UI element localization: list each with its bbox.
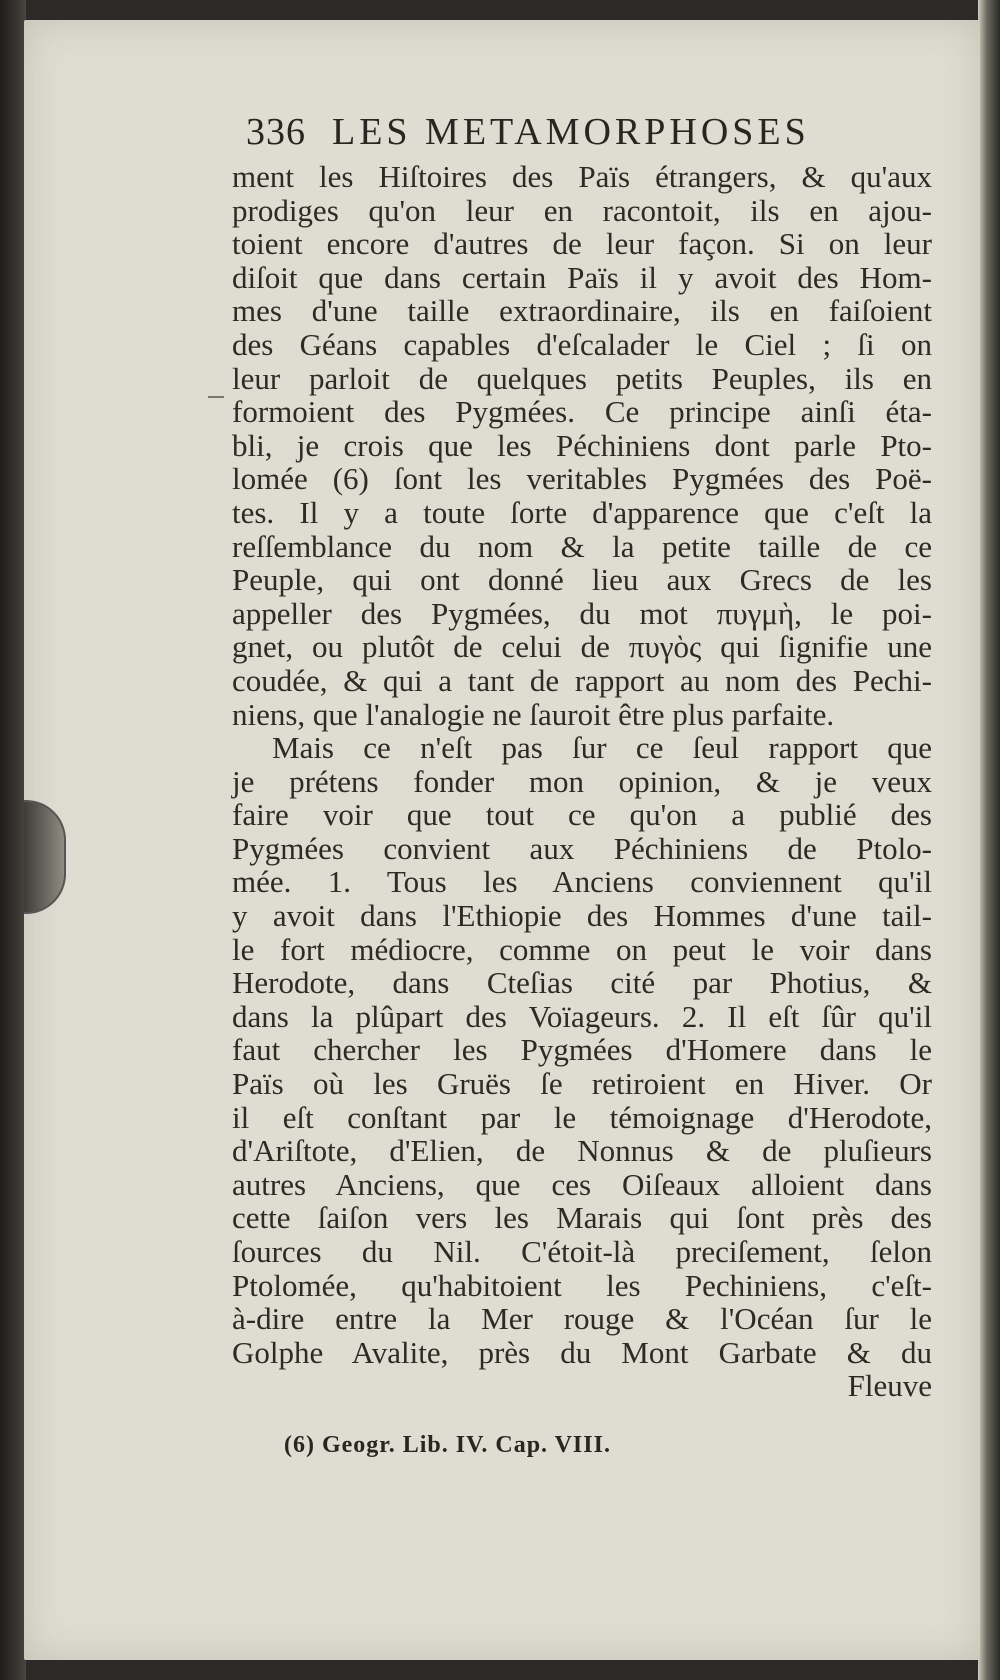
running-title: LES METAMORPHOSES — [332, 111, 810, 153]
text-line: il eſt conſtant par le témoignage d'Herodote, — [232, 1099, 932, 1135]
catchword: Fleuve — [847, 1368, 932, 1404]
text-line: prodiges qu'on leur en racontoit, ils en ajou- — [232, 192, 932, 228]
text-line: ment les Hiſtoires des Païs étrangers, & qu'aux — [232, 159, 932, 194]
text-line: ſources du Nil. C'étoit-là preciſement, ſelon — [232, 1234, 932, 1269]
text-line: Ptolomée, qu'habitoient les Pechiniens, c'eſt- — [232, 1267, 932, 1303]
text-line: toient encore d'autres de leur façon. Si on leur — [232, 226, 932, 262]
margin-mark — [208, 396, 224, 398]
text-line: à-dire entre la Mer rouge & l'Océan ſur le — [232, 1301, 932, 1337]
text-line: Mais ce n'eſt pas ſur ce ſeul rapport que — [272, 730, 932, 766]
text-line: des Géans capables d'eſcalader le Ciel ; ſi on — [232, 326, 932, 362]
text-line: cette ſaiſon vers les Marais qui ſont près des — [232, 1200, 932, 1236]
text-line: coudée, & qui a tant de rapport au nom des Pechi- — [232, 662, 932, 698]
book-spine-shadow — [0, 0, 26, 1680]
text-line: le fort médiocre, comme on peut le voir dans — [232, 931, 932, 967]
text-line: dans la plûpart des Voïageurs. 2. Il eſt ſûr qu'il — [232, 998, 932, 1034]
text-line: Golphe Avalite, près du Mont Garbate & du — [232, 1334, 932, 1370]
text-line: appeller des Pygmées, du mot πυγμὴ, le poi- — [232, 595, 932, 631]
text-line: je prétens fonder mon opinion, & je veux — [232, 763, 932, 799]
text-line: formoient des Pygmées. Ce principe ainſi éta- — [232, 394, 932, 430]
page-edge-shadow — [978, 0, 1000, 1680]
text-line: gnet, ou plutôt de celui de πυγὸς qui ſignifie une — [232, 629, 932, 665]
text-line: reſſemblance du nom & la petite taille de ce — [232, 528, 932, 564]
body-text — [232, 160, 932, 1403]
text-line: mes d'une taille extraordinaire, ils en faiſoient — [232, 293, 932, 329]
text-line: tes. Il y a toute ſorte d'apparence que c'eſt la — [232, 494, 932, 530]
text-line: faut chercher les Pygmées d'Homere dans le — [232, 1032, 932, 1068]
text-line: lomée (6) ſont les veritables Pygmées des Poë- — [232, 461, 932, 497]
page-number: 336 — [246, 111, 306, 153]
text-line: autres Anciens, que ces Oiſeaux alloient dans — [232, 1166, 932, 1202]
text-line: bli, je crois que les Péchiniens dont parle Pto- — [232, 427, 932, 463]
page-clip — [24, 800, 66, 914]
text-line: mée. 1. Tous les Anciens conviennent qu'il — [232, 864, 932, 900]
footnote: (6) Geogr. Lib. IV. Cap. VIII. — [284, 1432, 611, 1458]
text-line: Païs où les Gruës ſe retiroient en Hiver. Or — [232, 1066, 932, 1102]
text-line: diſoit que dans certain Païs il y avoit des Hom- — [232, 259, 932, 295]
text-line: d'Ariſtote, d'Elien, de Nonnus & de pluſieurs — [232, 1133, 932, 1169]
text-line: y avoit dans l'Ethiopie des Hommes d'une tail- — [232, 898, 932, 934]
text-line: Herodote, dans Cteſias cité par Photius, & — [232, 965, 932, 1001]
text-line: Peuple, qui ont donné lieu aux Grecs de les — [232, 562, 932, 598]
page-header — [246, 110, 866, 154]
text-line: niens, que l'analogie ne ſauroit être plus parfaite. — [232, 696, 835, 732]
text-line: Pygmées convient aux Péchiniens de Ptolo- — [232, 830, 932, 866]
text-line: leur parloit de quelques petits Peuples, ils en — [232, 360, 932, 396]
text-line: faire voir que tout ce qu'on a publié des — [232, 797, 932, 833]
